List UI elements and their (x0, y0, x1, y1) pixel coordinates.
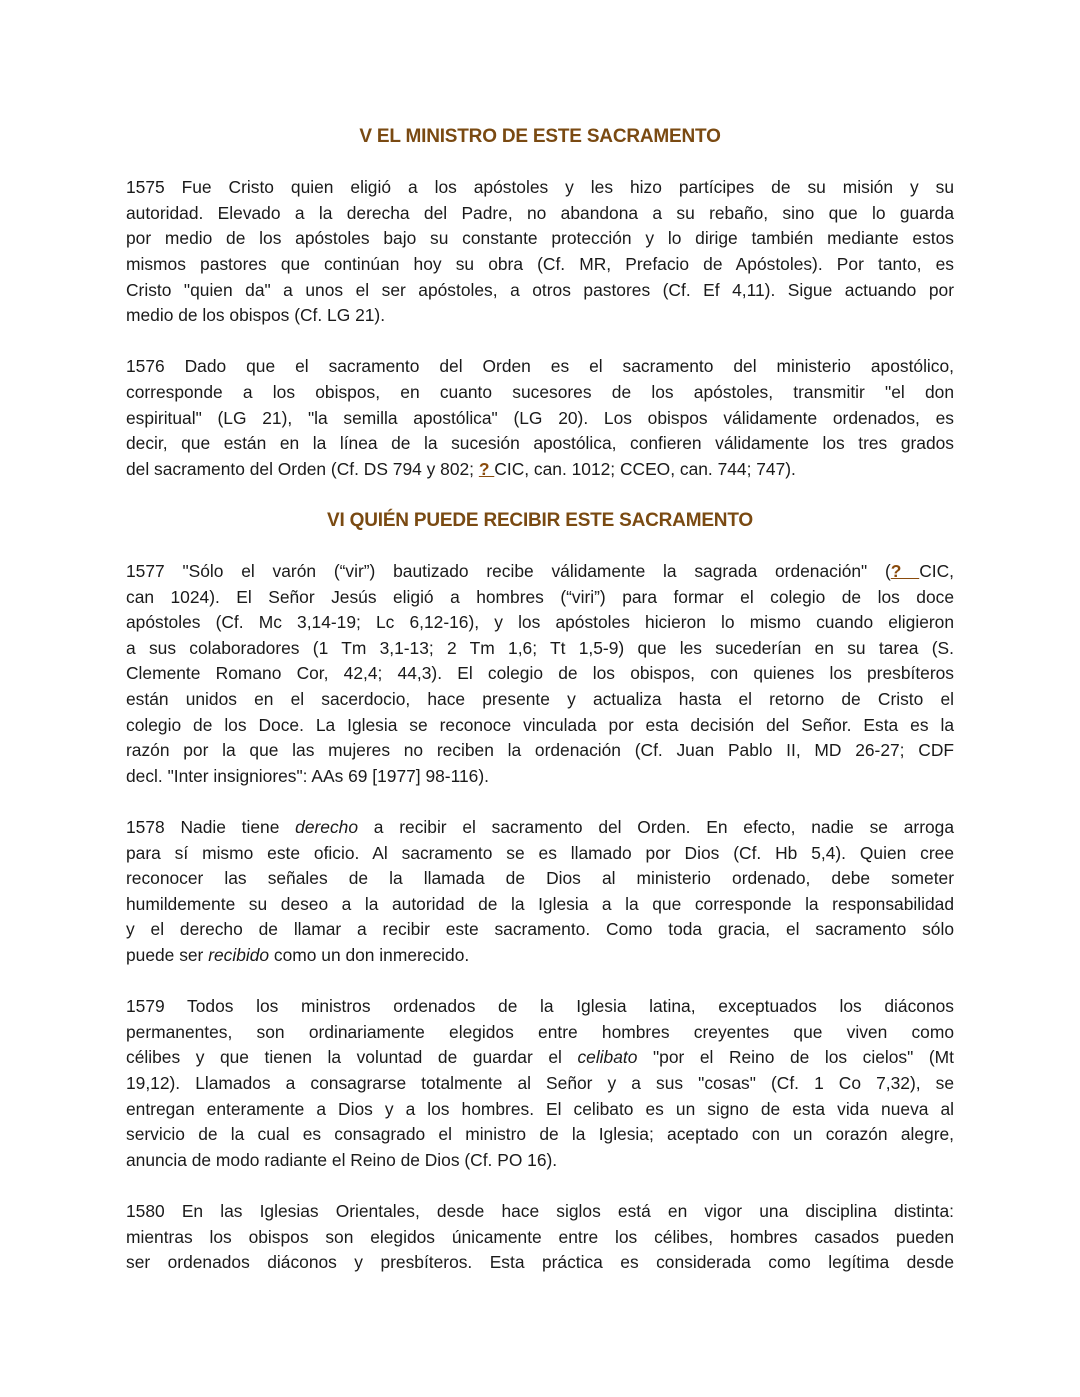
text-line (126, 943, 954, 969)
text-segment: 19,12). Llamados a consagrarse totalmente al Señor y a sus "cosas" (Cf. 1 Co 7,32), se (126, 1072, 954, 1093)
text-segment: célibes y que tienen la voluntad de guardar el (126, 1047, 578, 1068)
reference-link[interactable]: ? (478, 458, 495, 479)
text-segment: como un don inmerecido. (269, 945, 470, 965)
text-line (126, 457, 954, 483)
reference-link[interactable]: ? (890, 561, 920, 582)
text-segment: apóstoles (Cf. Mc 3,14-19; Lc 6,12-16), y los apóstoles hicieron lo mismo cuando eligieron (126, 612, 954, 633)
text-segment: humildemente su deseo a la autoridad de la Iglesia a la que corresponde la responsabilidad (126, 893, 954, 914)
text-line (126, 866, 954, 892)
text-segment: para sí mismo este oficio. Al sacramento se es llamado por Dios (Cf. Hb 5,4). Quien cree (126, 842, 954, 863)
text-segment: colegio de los Doce. La Iglesia se reconoce vinculada por esta decisión del Señor. Esta es la (126, 714, 954, 735)
text-segment: y el derecho de llamar a recibir este sacramento. Como toda gracia, el sacramento sólo (126, 919, 954, 940)
text-segment: corresponde a los obispos, en cuanto sucesores de los apóstoles, transmitir "el don (126, 381, 954, 402)
text-segment: puede ser (126, 945, 209, 965)
section-heading: V EL MINISTRO DE ESTE SACRAMENTO (359, 126, 721, 147)
text-line (126, 687, 954, 713)
text-segment: medio de los obispos (Cf. LG 21). (126, 305, 386, 326)
text-line (126, 892, 954, 918)
text-segment: a sus colaboradores (1 Tm 3,1-13; 2 Tm 1,6; Tt 1,5-9) que les sucederían en su tarea (S. (126, 637, 954, 658)
text-segment: decir, que están en la línea de la sucesión apostólica, confieren válidamente los tres grados (126, 433, 954, 454)
text-segment: CIC, can. 1012; CCEO, can. 744; 747). (494, 458, 796, 479)
paragraph (126, 354, 954, 482)
text-segment: decl. "Inter insigniores": AAs 69 [1977] 98-116). (126, 765, 489, 786)
text-segment: por medio de los apóstoles bajo su constante protección y lo dirige también mediante estos (126, 228, 954, 249)
text-segment: 1579 Todos los ministros ordenados de la Iglesia latina, exceptuados los diáconos (126, 996, 954, 1017)
text-line (126, 1020, 954, 1046)
text-segment: 1578 Nadie tiene (126, 817, 296, 838)
text-line (126, 610, 954, 636)
text-segment: están unidos en el sacerdocio, hace presente y actualiza hasta el retorno de Cristo el (126, 689, 954, 710)
text-line (126, 713, 954, 739)
text-line (126, 201, 954, 227)
text-segment: ser ordenados diáconos y presbíteros. Esta práctica es considerada como legítima desde (126, 1252, 954, 1273)
text-line (126, 764, 954, 790)
italic-text: recibido (208, 945, 270, 965)
text-line (126, 175, 954, 201)
text-segment: CIC, (919, 561, 954, 582)
text-segment: reconocer las señales de la llamada de Dios al ministerio ordenado, debe someter (126, 868, 954, 889)
text-segment: 1575 Fue Cristo quien eligió a los apóstoles y les hizo partícipes de su misión y su (126, 177, 954, 198)
paragraph (126, 994, 954, 1173)
text-line (126, 406, 954, 432)
text-line (126, 226, 954, 252)
text-segment: mientras los obispos son elegidos únicamente entre los célibes, hombres casados pueden (126, 1226, 954, 1247)
text-line (126, 252, 954, 278)
text-line (126, 380, 954, 406)
italic-text: celibato (577, 1047, 638, 1068)
text-line (126, 1250, 954, 1276)
text-line (126, 431, 954, 457)
text-segment: permanentes, son ordinariamente elegidos entre hombres creyentes que viven como (126, 1021, 954, 1042)
text-segment: 1580 En las Iglesias Orientales, desde hace siglos está en vigor una disciplina distinta: (126, 1200, 954, 1221)
paragraph (126, 1199, 954, 1276)
text-line (126, 636, 954, 662)
text-line (126, 1097, 954, 1123)
text-line (126, 1199, 954, 1225)
text-segment: Cristo "quien da" a unos el ser apóstoles, a otros pastores (Cf. Ef 4,11). Sigue actuando por (126, 279, 954, 300)
text-line (126, 559, 954, 585)
text-segment: mismos pastores que continúan hoy su obra (Cf. MR, Prefacio de Apóstoles). Por tanto, es (126, 253, 954, 274)
text-segment: 1576 Dado que el sacramento del Orden es el sacramento del ministerio apostólico, (126, 356, 954, 377)
text-line (126, 917, 954, 943)
text-line (126, 1148, 954, 1174)
text-segment: Clemente Romano Cor, 42,4; 44,3). El colegio de los obispos, con quienes los presbíteros (126, 663, 954, 684)
text-line (126, 815, 954, 841)
paragraph (126, 815, 954, 969)
document-page (126, 124, 954, 1301)
text-segment: a recibir el sacramento del Orden. En efecto, nadie se arroga (358, 817, 954, 838)
text-line (126, 585, 954, 611)
text-segment: anuncia de modo radiante el Reino de Dios (Cf. PO 16). (126, 1149, 558, 1170)
text-line (126, 1122, 954, 1148)
text-segment: razón por la que las mujeres no reciben la ordenación (Cf. Juan Pablo II, MD 26-27; CDF (126, 740, 954, 761)
italic-text: derecho (295, 817, 359, 838)
paragraph (126, 559, 954, 789)
text-line (126, 303, 954, 329)
text-segment: del sacramento del Orden (Cf. DS 794 y 802; (126, 458, 479, 479)
text-line (126, 994, 954, 1020)
text-segment: can 1024). El Señor Jesús eligió a hombres (“viri”) para formar el colegio de los doce (126, 586, 954, 607)
text-segment: servicio de la cual es consagrado el ministro de la Iglesia; aceptado con un corazón alegre, (126, 1124, 954, 1145)
text-line (126, 1071, 954, 1097)
text-line (126, 278, 954, 304)
text-line (126, 841, 954, 867)
paragraph (126, 175, 954, 329)
text-segment: autoridad. Elevado a la derecha del Padre, no abandona a su rebaño, sino que lo guarda (126, 202, 954, 223)
text-line (126, 738, 954, 764)
text-segment: entregan enteramente a Dios y a los hombres. El celibato es un signo de esta vida nueva al (126, 1098, 954, 1119)
text-line (126, 661, 954, 687)
text-line (126, 1225, 954, 1251)
text-line (126, 1045, 954, 1071)
text-segment: 1577 "Sólo el varón (“vir”) bautizado recibe válidamente la sagrada ordenación" ( (126, 561, 891, 582)
text-line (126, 354, 954, 380)
text-segment: "por el Reino de los cielos" (Mt (637, 1047, 954, 1068)
text-segment: espiritual" (LG 21), "la semilla apostólica" (LG 20). Los obispos válidamente ordenados, es (126, 407, 954, 428)
section-heading: VI QUIÉN PUEDE RECIBIR ESTE SACRAMENTO (327, 509, 753, 531)
